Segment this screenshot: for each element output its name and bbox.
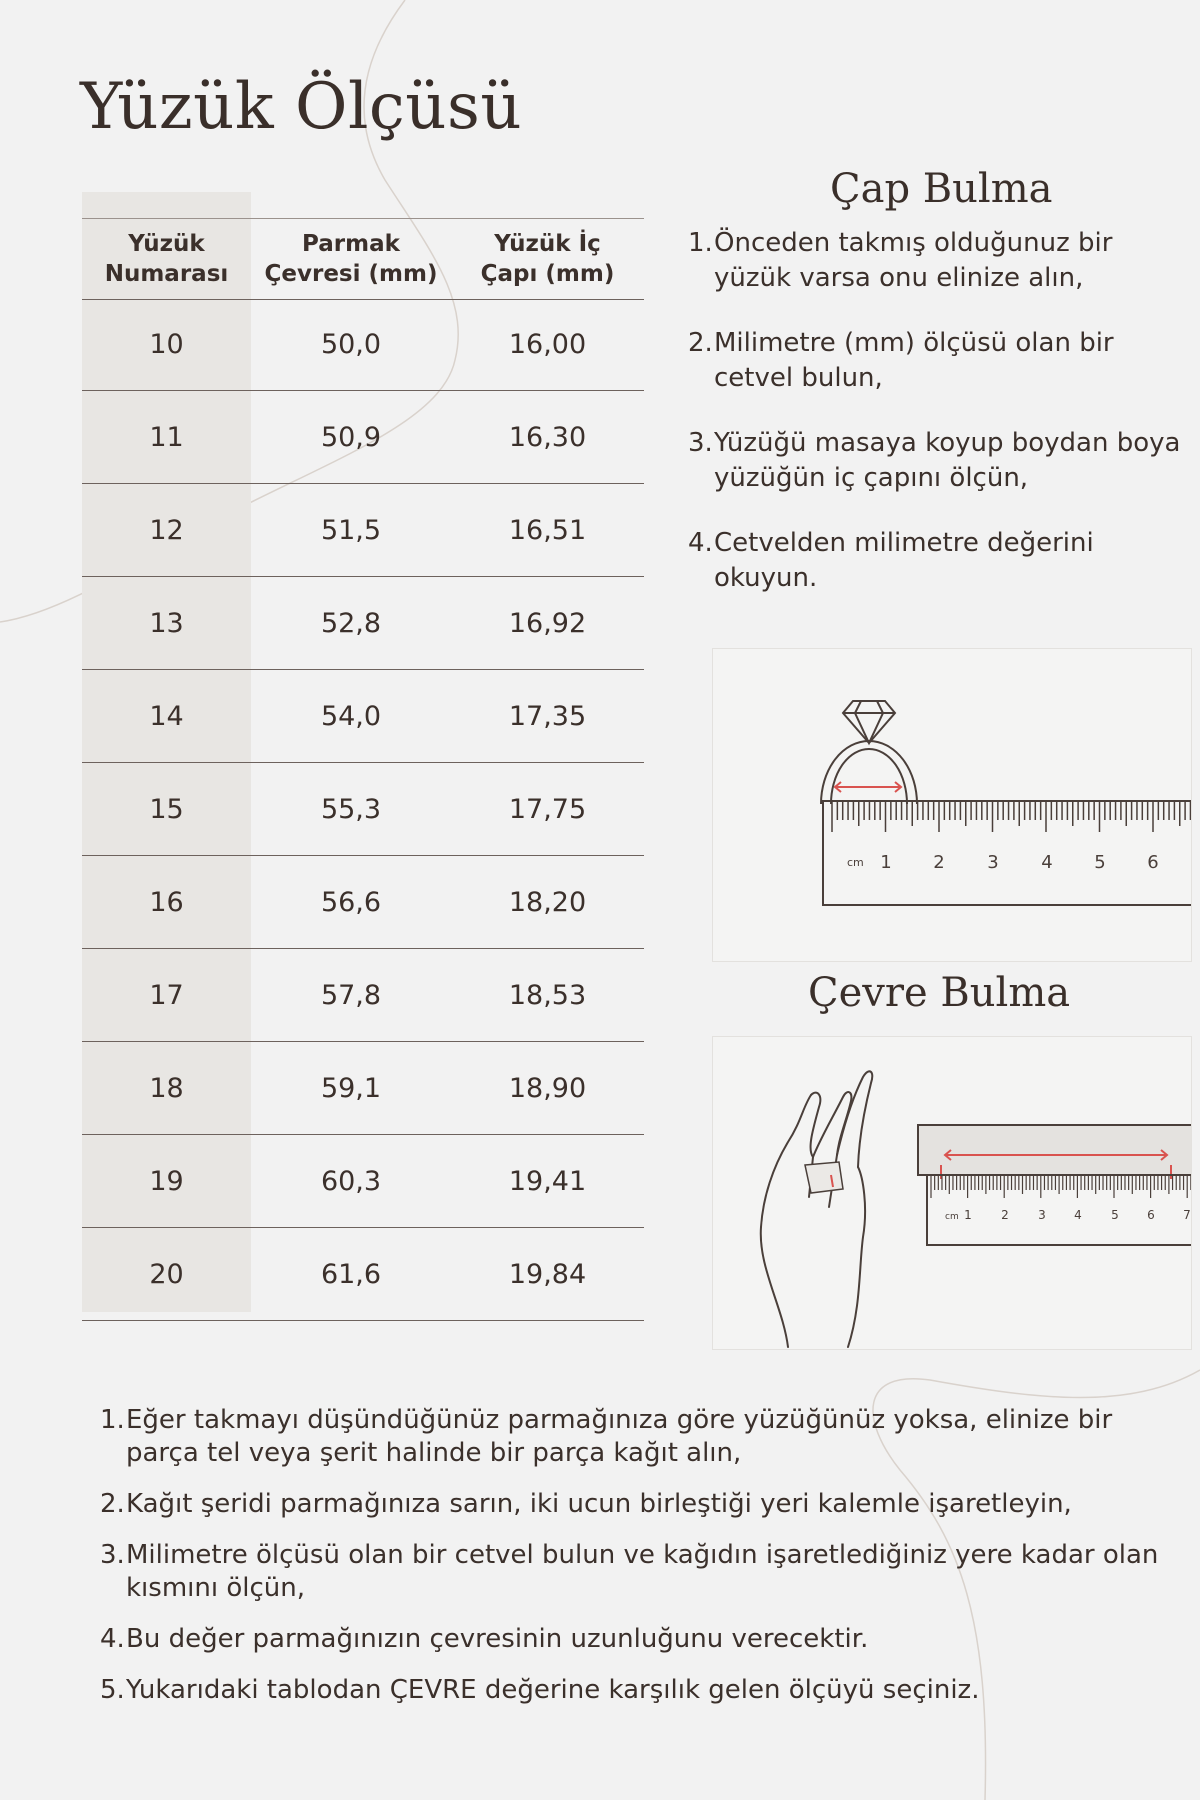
table-row (82, 949, 644, 1042)
paper-strip (805, 1162, 843, 1193)
ruler-unit-label: cm (847, 856, 864, 869)
cell-diameter: 17,35 (508, 700, 587, 732)
cell-ring-number: 17 (149, 979, 184, 1011)
cell-circumference: 50,9 (320, 421, 382, 453)
diamond-icon (843, 701, 895, 743)
ruler-number: 5 (1111, 1208, 1119, 1222)
diameter-steps (688, 226, 1188, 626)
cell-circumference: 51,5 (320, 514, 382, 546)
ring-on-ruler-drawing (713, 649, 1191, 961)
cell-diameter: 16,00 (508, 328, 587, 360)
ruler-number: 5 (1094, 852, 1106, 873)
ruler-number: 7 (1183, 1208, 1191, 1222)
table-row (82, 1228, 644, 1321)
hand-icon (761, 1071, 873, 1347)
hand-and-ruler-drawing (713, 1037, 1191, 1349)
table-row (82, 577, 644, 670)
circumference-section-title: Çevre Bulma (808, 970, 1071, 1016)
cell-ring-number: 14 (149, 700, 184, 732)
circumference-step: 2. Kağıt şeridi parmağınıza sarın, iki ucun birleştiği yeri kalemle işaretleyin, (100, 1489, 1072, 1519)
cell-ring-number: 12 (149, 514, 184, 546)
ruler-body (823, 801, 1191, 905)
cell-diameter: 16,30 (508, 421, 587, 453)
table-row (82, 298, 644, 391)
cell-diameter: 18,90 (508, 1072, 587, 1104)
ruler-unit-label: cm (945, 1212, 959, 1222)
cell-circumference: 54,0 (320, 700, 382, 732)
cell-ring-number: 11 (149, 421, 184, 453)
cell-ring-number: 10 (149, 328, 184, 360)
ruler-number: 3 (1038, 1208, 1046, 1222)
circumference-step: 1. Eğer takmayı düşündüğünüz parmağınıza göre yüzüğünüz yoksa, elinize bir parça tel veya şerit halinde bir parça kağıt alın, (100, 1405, 1113, 1468)
cell-circumference: 55,3 (320, 793, 382, 825)
table-header (82, 218, 644, 300)
table-row (82, 391, 644, 484)
table-row (82, 670, 644, 763)
diameter-step: 4. Cetvelden milimetre değerini okuyun. (688, 528, 1094, 593)
table-row (82, 1135, 644, 1228)
cell-diameter: 18,53 (508, 979, 587, 1011)
cell-diameter: 19,84 (508, 1258, 587, 1290)
cell-circumference: 50,0 (320, 328, 382, 360)
circumference-illustration (712, 1036, 1192, 1350)
cell-diameter: 16,92 (508, 607, 587, 639)
cell-diameter: 17,75 (508, 793, 587, 825)
ruler-number: 3 (987, 852, 999, 873)
circumference-step: 4. Bu değer parmağınızın çevresinin uzunluğunu verecektir. (100, 1624, 869, 1654)
ruler-number: 2 (1001, 1208, 1009, 1222)
header-inner-diameter: Yüzük İç Çapı (mm) (480, 231, 615, 287)
cell-circumference: 52,8 (320, 607, 382, 639)
cell-diameter: 19,41 (508, 1165, 587, 1197)
diameter-illustration (712, 648, 1192, 962)
table-row (82, 763, 644, 856)
measured-strip (918, 1125, 1191, 1175)
ruler-number: 6 (1147, 1208, 1155, 1222)
cell-ring-number: 19 (149, 1165, 184, 1197)
cell-diameter: 18,20 (508, 886, 587, 918)
diameter-step: 1. Önceden takmış olduğunuz bir yüzük varsa onu elinize alın, (688, 228, 1113, 293)
circumference-step: 3. Milimetre ölçüsü olan bir cetvel bulun ve kağıdın işaretlediğiniz yere kadar olan kısmını ölçün, (100, 1540, 1159, 1603)
ruler-number: 2 (933, 852, 945, 873)
cell-circumference: 57,8 (320, 979, 382, 1011)
table-row (82, 856, 644, 949)
circumference-steps (100, 1404, 1160, 1725)
table-row (82, 484, 644, 577)
circumference-step: 5. Yukarıdaki tablodan ÇEVRE değerine karşılık gelen ölçüyü seçiniz. (100, 1675, 980, 1705)
cell-diameter: 16,51 (508, 514, 587, 546)
cell-circumference: 61,6 (320, 1258, 382, 1290)
ruler-number: 4 (1041, 852, 1053, 873)
diameter-measure-arrow (835, 782, 901, 792)
ruler-number: 6 (1147, 852, 1159, 873)
table-body (82, 298, 644, 1321)
header-ring-number: Yüzük Numarası (104, 231, 229, 287)
diameter-step: 2. Milimetre (mm) ölçüsü olan bir cetvel bulun, (688, 328, 1114, 393)
ruler-number: 1 (880, 852, 892, 873)
ruler-number: 1 (964, 1208, 972, 1222)
cell-ring-number: 13 (149, 607, 184, 639)
diameter-section-title: Çap Bulma (830, 166, 1053, 212)
cell-ring-number: 15 (149, 793, 184, 825)
header-finger-circumference: Parmak Çevresi (mm) (264, 231, 438, 287)
cell-ring-number: 16 (149, 886, 184, 918)
cell-ring-number: 18 (149, 1072, 184, 1104)
cell-circumference: 56,6 (320, 886, 382, 918)
cell-ring-number: 20 (149, 1258, 184, 1290)
ruler-number: 4 (1074, 1208, 1082, 1222)
cell-circumference: 59,1 (320, 1072, 382, 1104)
table-row (82, 1042, 644, 1135)
cell-circumference: 60,3 (320, 1165, 382, 1197)
page-title: Yüzük Ölçüsü (80, 70, 523, 144)
diameter-step: 3. Yüzüğü masaya koyup boydan boya yüzüğün iç çapını ölçün, (688, 428, 1181, 493)
